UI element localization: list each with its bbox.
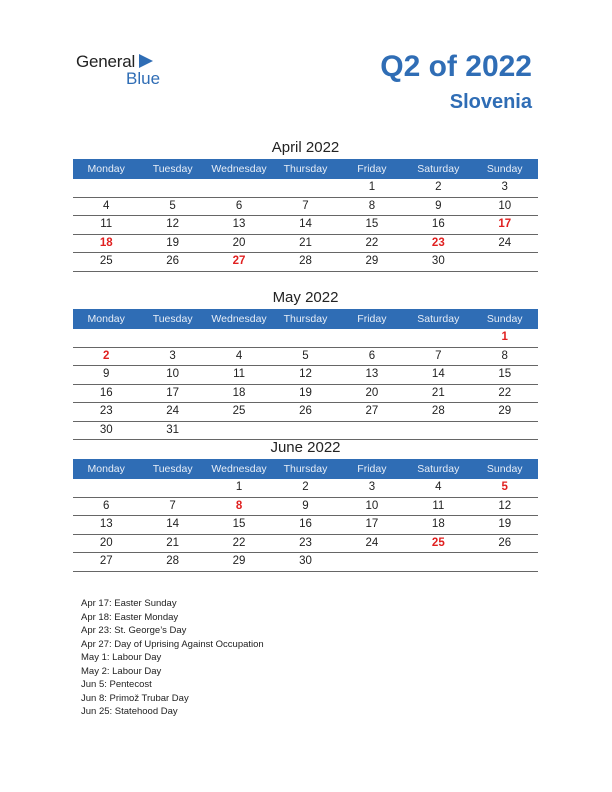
day-cell: 20 — [99, 536, 113, 549]
weekday-header-row — [73, 309, 538, 329]
day-cell: 3 — [368, 481, 376, 493]
day-cell: 18 — [431, 518, 445, 530]
holiday-day-cell: 25 — [431, 536, 445, 549]
week-row — [73, 366, 538, 385]
holiday-note: May 1: Labour Day — [81, 652, 162, 663]
day-cell — [73, 479, 139, 497]
day-cell: 10 — [498, 199, 512, 212]
day-cell: 2 — [302, 481, 309, 493]
day-cell: 30 — [299, 555, 312, 567]
day-cell: 17 — [365, 518, 379, 530]
day-cell: 4 — [103, 199, 110, 212]
week-row — [73, 179, 538, 198]
day-cell: 1 — [368, 181, 376, 193]
page-title: Q2 of 2022 — [380, 50, 532, 83]
day-cell: 9 — [302, 499, 309, 512]
holiday-note: Jun 5: Pentecost — [81, 679, 152, 690]
weekday-header: Sunday — [486, 463, 523, 475]
week-row — [73, 329, 538, 348]
day-cell: 29 — [232, 555, 246, 567]
day-cell: 20 — [232, 236, 246, 249]
month-april — [73, 137, 538, 272]
weekday-header-row — [73, 459, 538, 479]
day-cell: 3 — [169, 349, 176, 362]
day-cell — [139, 479, 205, 497]
day-cell: 7 — [302, 199, 309, 212]
month-june — [73, 437, 538, 572]
day-cell: 11 — [233, 368, 246, 380]
holiday-note: Apr 18: Easter Monday — [81, 611, 179, 623]
weekday-header: Tuesday — [152, 163, 193, 175]
week-row — [73, 498, 538, 517]
day-cell: 19 — [498, 518, 512, 530]
day-cell: 11 — [432, 499, 445, 512]
weekday-header: Wednesday — [211, 313, 267, 325]
day-cell — [73, 179, 139, 197]
day-cell: 28 — [431, 405, 445, 417]
day-cell: 7 — [435, 349, 442, 362]
day-cell: 3 — [501, 181, 508, 193]
week-row — [73, 348, 538, 367]
weekday-header: Thursday — [283, 463, 328, 475]
day-cell — [206, 179, 272, 197]
day-cell: 5 — [169, 199, 176, 212]
day-cell — [206, 329, 272, 347]
day-cell: 6 — [103, 499, 110, 512]
weekday-header: Friday — [357, 163, 387, 175]
week-row — [73, 235, 538, 254]
holiday-day-cell: 5 — [501, 481, 508, 493]
weekday-header: Tuesday — [152, 313, 193, 325]
day-cell: 8 — [368, 199, 376, 212]
day-cell: 22 — [232, 536, 246, 549]
generalblue-logo — [76, 52, 176, 92]
weekday-header: Thursday — [283, 163, 328, 175]
weekday-header: Wednesday — [211, 463, 267, 475]
week-row — [73, 253, 538, 272]
day-cell: 21 — [166, 536, 180, 549]
day-cell — [73, 329, 139, 347]
day-cell — [472, 553, 538, 571]
weekday-header: Sunday — [486, 163, 523, 175]
day-cell — [339, 329, 405, 347]
day-cell: 24 — [166, 405, 180, 417]
day-cell: 26 — [299, 405, 312, 417]
day-cell: 14 — [431, 368, 445, 380]
weekday-header: Thursday — [283, 313, 328, 325]
holiday-note: Apr 27: Day of Uprising Against Occupation — [81, 638, 264, 650]
day-cell: 26 — [498, 536, 512, 549]
day-cell: 5 — [302, 349, 309, 362]
day-cell: 9 — [435, 199, 442, 212]
holiday-day-cell: 2 — [103, 349, 110, 362]
weekday-header: Sunday — [486, 313, 523, 325]
day-cell: 13 — [99, 518, 113, 530]
weekday-header: Wednesday — [211, 163, 267, 175]
day-cell: 14 — [299, 218, 312, 230]
day-cell: 16 — [299, 518, 312, 530]
day-cell: 7 — [169, 499, 176, 512]
holiday-note: Apr 23: St. George’s Day — [81, 625, 187, 636]
day-cell: 4 — [435, 481, 442, 493]
day-cell: 6 — [368, 349, 376, 362]
day-cell — [139, 179, 205, 197]
day-cell: 6 — [235, 199, 243, 212]
day-cell — [139, 329, 205, 347]
holiday-note: Jun 8: Primož Trubar Day — [81, 692, 189, 704]
day-cell: 29 — [365, 255, 379, 267]
holiday-day-cell: 23 — [431, 236, 445, 249]
weekday-header: Monday — [87, 313, 125, 325]
month-title: May 2022 — [272, 289, 339, 306]
holiday-day-cell: 8 — [235, 499, 243, 512]
day-cell: 20 — [365, 386, 379, 399]
week-row — [73, 198, 538, 217]
weekday-header: Monday — [87, 463, 125, 475]
holiday-note: May 2: Labour Day — [81, 665, 162, 677]
day-cell: 9 — [103, 368, 110, 380]
day-cell: 22 — [498, 386, 512, 399]
day-cell: 25 — [99, 255, 113, 267]
day-cell: 25 — [232, 405, 246, 417]
day-cell: 29 — [498, 405, 512, 417]
weekday-header: Tuesday — [152, 463, 193, 475]
day-cell: 30 — [431, 255, 445, 267]
day-cell: 12 — [299, 368, 312, 380]
month-title: April 2022 — [271, 139, 340, 156]
day-cell — [272, 179, 338, 197]
logo-text-general: General — [76, 52, 136, 71]
day-cell — [272, 329, 338, 347]
logo-flag-icon — [139, 54, 153, 68]
country-name: Slovenia — [449, 91, 532, 113]
weekday-header: Friday — [357, 313, 387, 325]
day-cell: 1 — [235, 481, 243, 493]
month-may — [73, 287, 538, 440]
holiday-note: Apr 17: Easter Sunday — [81, 598, 177, 609]
day-cell: 30 — [99, 423, 113, 436]
holiday-day-cell: 18 — [99, 236, 113, 249]
day-cell: 15 — [232, 518, 246, 530]
day-cell: 13 — [232, 218, 246, 230]
weekday-header: Monday — [87, 163, 125, 175]
week-row — [73, 385, 538, 404]
day-cell: 22 — [365, 236, 379, 249]
holiday-note: Jun 25: Statehood Day — [81, 706, 178, 717]
weekday-header: Saturday — [417, 463, 460, 475]
holiday-day-cell: 17 — [498, 218, 512, 230]
day-cell — [339, 553, 405, 571]
holiday-day-cell: 1 — [501, 331, 508, 343]
month-title: June 2022 — [270, 439, 341, 456]
day-cell: 2 — [435, 181, 442, 193]
week-row — [73, 403, 538, 422]
day-cell: 28 — [166, 555, 180, 567]
day-cell: 24 — [365, 536, 379, 549]
day-cell: 23 — [99, 405, 113, 417]
day-cell: 26 — [166, 255, 180, 267]
week-row — [73, 553, 538, 572]
holiday-list — [81, 597, 264, 719]
logo-text-blue: Blue — [126, 69, 161, 88]
day-cell — [472, 253, 538, 271]
weekday-header-row — [73, 159, 538, 179]
day-cell: 18 — [232, 386, 246, 399]
day-cell: 12 — [498, 499, 512, 512]
day-cell: 16 — [431, 218, 445, 230]
day-cell: 10 — [166, 368, 180, 380]
day-cell: 14 — [166, 518, 180, 530]
holiday-day-cell: 27 — [232, 255, 246, 267]
day-cell: 24 — [498, 236, 512, 249]
day-cell: 21 — [431, 386, 445, 399]
day-cell: 17 — [166, 386, 180, 399]
day-cell: 27 — [99, 555, 113, 567]
day-cell: 31 — [166, 423, 180, 436]
week-row — [73, 516, 538, 535]
day-cell: 8 — [501, 349, 508, 362]
day-cell: 13 — [365, 368, 379, 380]
weekday-header: Friday — [357, 463, 387, 475]
weekday-header: Saturday — [417, 163, 460, 175]
day-cell: 27 — [365, 405, 379, 417]
week-row — [73, 479, 538, 498]
day-cell: 19 — [299, 386, 312, 399]
day-cell: 12 — [166, 218, 180, 230]
day-cell — [405, 553, 471, 571]
day-cell: 21 — [299, 236, 312, 249]
day-cell: 23 — [299, 536, 312, 549]
weekday-header: Saturday — [417, 313, 460, 325]
day-cell: 28 — [299, 255, 312, 267]
day-cell: 16 — [99, 386, 113, 399]
day-cell: 15 — [365, 218, 379, 230]
day-cell: 11 — [100, 218, 113, 230]
day-cell — [405, 329, 471, 347]
day-cell: 10 — [365, 499, 379, 512]
week-row — [73, 216, 538, 235]
week-row — [73, 535, 538, 554]
day-cell: 15 — [498, 368, 512, 380]
day-cell: 4 — [235, 349, 243, 362]
day-cell: 19 — [166, 236, 180, 249]
